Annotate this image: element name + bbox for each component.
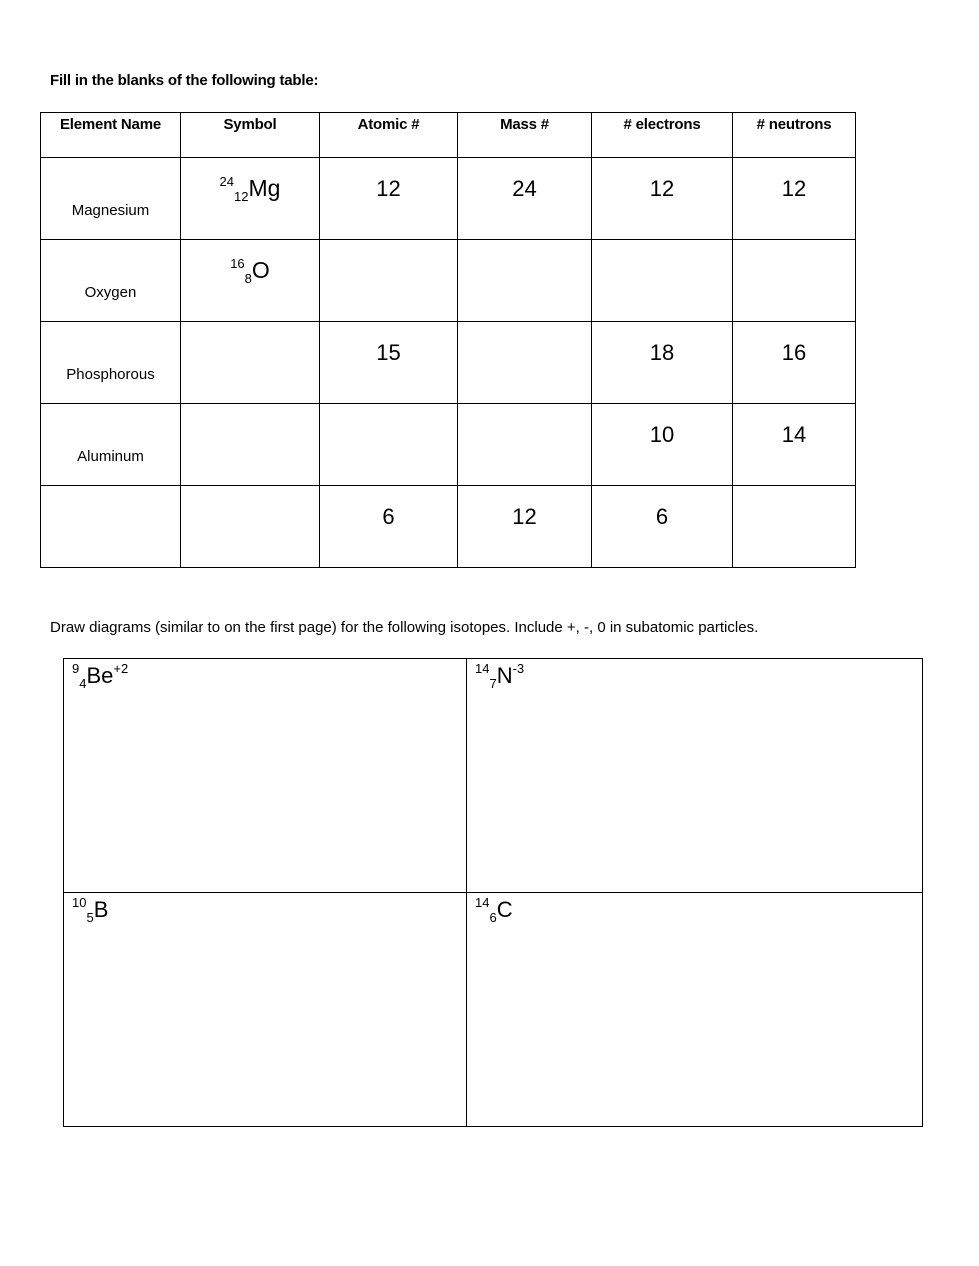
cell-neutrons[interactable]	[733, 322, 856, 404]
cell-element-name[interactable]	[41, 240, 181, 322]
header-element-name: Element Name	[41, 113, 181, 158]
cell-element-name[interactable]	[41, 486, 181, 568]
cell-symbol[interactable]	[181, 486, 320, 568]
cell-atomic-number[interactable]	[320, 158, 458, 240]
cell-element-name[interactable]	[41, 158, 181, 240]
electrons-value: 6	[655, 504, 669, 529]
element-name: Aluminum	[77, 448, 144, 465]
mass-number: 16	[230, 256, 245, 271]
ion-charge: -3	[512, 661, 525, 676]
neutrons-value: 16	[781, 340, 807, 365]
atomic-number: 4	[79, 676, 87, 691]
isotope-label	[475, 895, 513, 925]
element-name: Oxygen	[84, 284, 137, 301]
table-row	[41, 322, 856, 404]
isotope-symbol	[181, 174, 319, 204]
table-row	[41, 404, 856, 486]
cell-mass-number[interactable]	[458, 486, 592, 568]
cell-symbol[interactable]	[181, 158, 320, 240]
element-symbol: Be	[86, 663, 114, 688]
header-atomic-number: Atomic #	[320, 113, 458, 158]
neutrons-value: 12	[781, 176, 807, 201]
atomic-number-value: 15	[376, 340, 401, 365]
atomic-number: 6	[489, 910, 497, 925]
cell-neutrons[interactable]	[733, 158, 856, 240]
cell-symbol[interactable]	[181, 240, 320, 322]
atomic-number: 5	[86, 910, 94, 925]
cell-atomic-number[interactable]	[320, 486, 458, 568]
atomic-number: 8	[244, 271, 252, 286]
electrons-value: 12	[649, 176, 675, 201]
table-row	[41, 240, 856, 322]
isotope-label	[475, 661, 524, 691]
atomic-number-value: 12	[376, 176, 401, 201]
electrons-value: 18	[649, 340, 675, 365]
diagram-box-beryllium[interactable]	[64, 659, 467, 893]
mass-number: 14	[475, 895, 490, 910]
neutrons-value: 14	[781, 422, 807, 447]
header-mass-number: Mass #	[458, 113, 592, 158]
element-symbol: Mg	[248, 175, 281, 201]
cell-electrons[interactable]	[592, 404, 733, 486]
cell-electrons[interactable]	[592, 486, 733, 568]
cell-symbol[interactable]	[181, 322, 320, 404]
cell-neutrons[interactable]	[733, 486, 856, 568]
table-header-row	[41, 113, 856, 158]
cell-mass-number[interactable]	[458, 322, 592, 404]
cell-symbol[interactable]	[181, 404, 320, 486]
header-neutrons: # neutrons	[733, 113, 856, 158]
table-row	[41, 158, 856, 240]
atomic-number: 7	[489, 676, 497, 691]
cell-neutrons[interactable]	[733, 240, 856, 322]
diagram-box-boron[interactable]	[64, 893, 467, 1126]
table-row	[41, 486, 856, 568]
cell-electrons[interactable]	[592, 158, 733, 240]
cell-atomic-number[interactable]	[320, 322, 458, 404]
element-name: Magnesium	[71, 202, 150, 219]
cell-atomic-number[interactable]	[320, 240, 458, 322]
diagram-box-nitrogen[interactable]	[467, 659, 922, 893]
atomic-number-value: 6	[382, 504, 395, 529]
element-symbol: O	[251, 257, 270, 283]
diagram-grid	[63, 658, 923, 1127]
cell-electrons[interactable]	[592, 322, 733, 404]
ion-charge: +2	[113, 661, 129, 676]
header-electrons: # electrons	[592, 113, 733, 158]
isotope-label	[72, 895, 108, 925]
electrons-value: 10	[649, 422, 675, 447]
mass-number-value: 24	[512, 176, 537, 201]
element-name: Phosphorous	[66, 366, 155, 383]
cell-mass-number[interactable]	[458, 158, 592, 240]
isotope-symbol	[181, 256, 319, 286]
cell-element-name[interactable]	[41, 322, 181, 404]
atomic-number: 12	[234, 189, 249, 204]
cell-neutrons[interactable]	[733, 404, 856, 486]
element-symbol: C	[496, 897, 513, 922]
cell-mass-number[interactable]	[458, 404, 592, 486]
element-symbol: B	[93, 897, 109, 922]
isotope-label	[72, 661, 128, 691]
header-symbol: Symbol	[181, 113, 320, 158]
mass-number: 14	[475, 661, 490, 676]
cell-element-name[interactable]	[41, 404, 181, 486]
diagram-instructions: Draw diagrams (similar to on the first page) for the following isotopes. Include +, -, 0 in subatomic particles.	[50, 619, 759, 636]
mass-number: 24	[219, 174, 235, 189]
cell-atomic-number[interactable]	[320, 404, 458, 486]
element-symbol: N	[496, 663, 513, 688]
diagram-box-carbon[interactable]	[467, 893, 922, 1126]
mass-number-value: 12	[512, 504, 537, 529]
element-table	[40, 112, 856, 568]
mass-number: 10	[72, 895, 87, 910]
table-instructions: Fill in the blanks of the following table:	[50, 72, 319, 89]
cell-mass-number[interactable]	[458, 240, 592, 322]
cell-electrons[interactable]	[592, 240, 733, 322]
mass-number: 9	[72, 661, 80, 676]
